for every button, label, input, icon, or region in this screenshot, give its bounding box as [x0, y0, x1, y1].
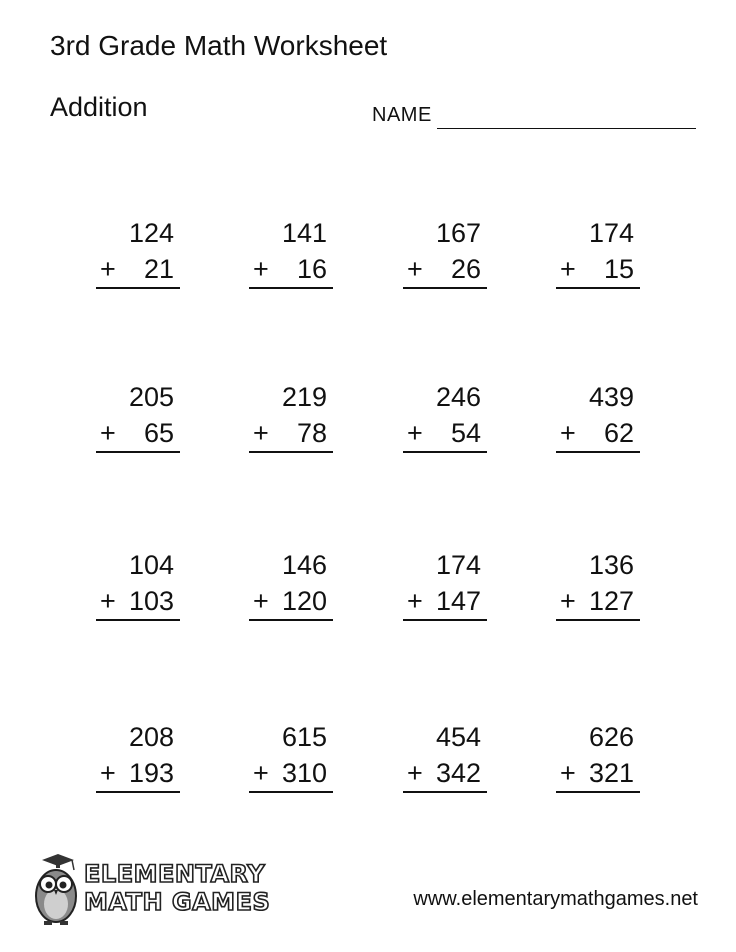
plus-sign: +: [253, 586, 269, 616]
answer-line: [249, 619, 333, 621]
addition-problem: [403, 550, 487, 622]
answer-line: [96, 791, 180, 793]
plus-sign: +: [407, 254, 423, 284]
owl-graduate-icon: [28, 850, 84, 928]
plus-sign: +: [100, 254, 116, 284]
addend-bottom: 15: [603, 254, 634, 284]
addend-top: 454: [435, 722, 481, 752]
answer-line: [556, 791, 640, 793]
site-url: www.elementarymathgames.net: [413, 888, 698, 910]
addend-bottom: 120: [281, 586, 327, 616]
addition-problem: [96, 550, 180, 622]
addition-problem: [556, 550, 640, 622]
addend-top: 136: [588, 550, 634, 580]
addition-problem: [249, 722, 333, 794]
logo-line-2: MATH GAMES: [84, 888, 271, 916]
addition-problem: [403, 722, 487, 794]
answer-line: [403, 451, 487, 453]
plus-sign: +: [100, 758, 116, 788]
addend-bottom: 62: [603, 418, 634, 448]
name-field[interactable]: [372, 102, 696, 132]
addend-top: 174: [435, 550, 481, 580]
worksheet-subtitle: Addition: [50, 92, 148, 122]
plus-sign: +: [253, 418, 269, 448]
addend-top: 205: [128, 382, 174, 412]
plus-sign: +: [560, 758, 576, 788]
answer-line: [556, 287, 640, 289]
addend-top: 219: [281, 382, 327, 412]
plus-sign: +: [253, 254, 269, 284]
addend-top: 439: [588, 382, 634, 412]
answer-line: [556, 451, 640, 453]
name-line: [437, 128, 696, 129]
plus-sign: +: [560, 254, 576, 284]
addition-problem: [249, 382, 333, 454]
addend-top: 146: [281, 550, 327, 580]
addend-top: 626: [588, 722, 634, 752]
answer-line: [403, 619, 487, 621]
addition-problem: [96, 722, 180, 794]
addend-bottom: 65: [143, 418, 174, 448]
addend-bottom: 16: [296, 254, 327, 284]
plus-sign: +: [560, 418, 576, 448]
addition-problem: [96, 218, 180, 290]
addend-bottom: 147: [435, 586, 481, 616]
addend-bottom: 54: [450, 418, 481, 448]
plus-sign: +: [100, 586, 116, 616]
addend-bottom: 127: [588, 586, 634, 616]
logo-line-1: ELEMENTARY: [84, 860, 266, 888]
answer-line: [556, 619, 640, 621]
brand-logo: [28, 850, 271, 928]
addition-problem: [556, 382, 640, 454]
addend-bottom: 342: [435, 758, 481, 788]
plus-sign: +: [560, 586, 576, 616]
addend-bottom: 103: [128, 586, 174, 616]
addend-top: 246: [435, 382, 481, 412]
addend-bottom: 26: [450, 254, 481, 284]
answer-line: [249, 287, 333, 289]
addend-bottom: 21: [143, 254, 174, 284]
addend-top: 208: [128, 722, 174, 752]
addend-bottom: 193: [128, 758, 174, 788]
addition-problem: [249, 550, 333, 622]
plus-sign: +: [407, 586, 423, 616]
addend-top: 141: [281, 218, 327, 248]
addition-problem: [403, 218, 487, 290]
addend-bottom: 78: [296, 418, 327, 448]
answer-line: [96, 451, 180, 453]
addition-problem: [249, 218, 333, 290]
plus-sign: +: [253, 758, 269, 788]
addend-top: 104: [128, 550, 174, 580]
addend-bottom: 310: [281, 758, 327, 788]
answer-line: [96, 287, 180, 289]
addend-top: 174: [588, 218, 634, 248]
addend-top: 615: [281, 722, 327, 752]
name-label: NAME: [372, 104, 432, 126]
worksheet-title: 3rd Grade Math Worksheet: [50, 30, 388, 61]
plus-sign: +: [407, 758, 423, 788]
addition-problem: [556, 218, 640, 290]
addition-problem: [556, 722, 640, 794]
plus-sign: +: [100, 418, 116, 448]
addition-problem: [96, 382, 180, 454]
addend-top: 124: [128, 218, 174, 248]
answer-line: [96, 619, 180, 621]
answer-line: [249, 791, 333, 793]
answer-line: [403, 287, 487, 289]
answer-line: [403, 791, 487, 793]
addend-bottom: 321: [588, 758, 634, 788]
plus-sign: +: [407, 418, 423, 448]
answer-line: [249, 451, 333, 453]
addition-problem: [403, 382, 487, 454]
addend-top: 167: [435, 218, 481, 248]
